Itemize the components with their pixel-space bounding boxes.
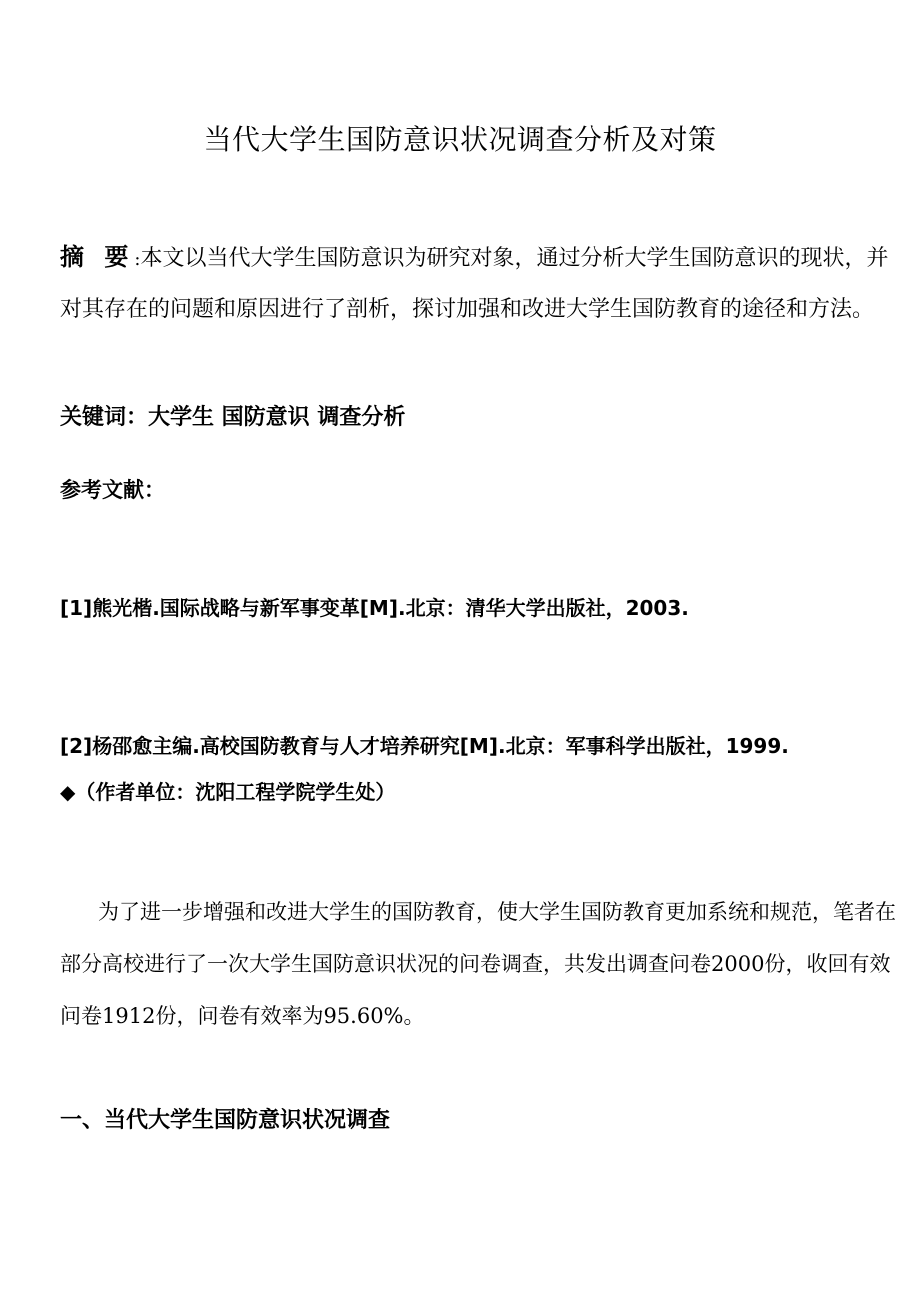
- abstract-label: 摘 要: [60, 243, 135, 271]
- intro-paragraph: [60, 886, 910, 1042]
- keywords-line: 关键词：大学生 国防意识 调查分析: [60, 405, 406, 430]
- abstract-colon: :: [134, 249, 141, 270]
- abstract-paragraph: [60, 232, 900, 335]
- references-heading: 参考文献：: [60, 478, 165, 502]
- intro-text: 为了进一步增强和改进大学生的国防教育，使大学生国防教育更加系统和规范，笔者在部分高校进行了一次大学生国防意识状况的问卷调查，共发出调查问卷2000份，收回有效问卷1912份，问卷有效率为95.60%。: [60, 900, 896, 1028]
- abstract-text: 本文以当代大学生国防意识为研究对象，通过分析大学生国防意识的现状，并对其存在的问题和原因进行了剖析，探讨加强和改进大学生国防教育的途径和方法。: [60, 246, 889, 322]
- author-affiliation: ◆（作者单位：沈阳工程学院学生处）: [60, 780, 396, 804]
- reference-item-2: [2]杨邵愈主编.高校国防教育与人才培养研究[M].北京：军事科学出版社，1999.: [60, 734, 789, 758]
- reference-item-1: [1]熊光楷.国际战略与新军事变革[M].北京：清华大学出版社，2003.: [60, 596, 689, 620]
- document-title: 当代大学生国防意识状况调查分析及对策: [203, 123, 717, 156]
- section-heading-1: 一、当代大学生国防意识状况调查: [60, 1108, 391, 1133]
